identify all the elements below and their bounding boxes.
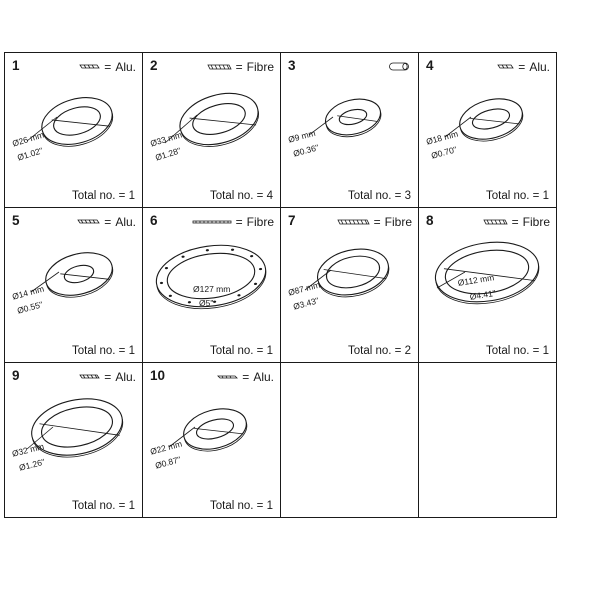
dimension-in: Ø4.41" [469,287,497,302]
total-count: Total no. = 3 [348,190,411,202]
dimension-mm: Ø14 mm [11,283,46,302]
alu-bar-icon [496,62,514,72]
equals-sign: = [373,215,381,229]
dimension-in: Ø1.26" [18,456,46,473]
gasket-cell-6[interactable] [143,208,281,363]
total-count: Total no. = 1 [210,500,273,512]
dimension-mm: Ø87 mm [287,279,322,298]
material-legend [192,215,274,229]
gasket-cell-9[interactable] [5,363,143,518]
item-number: 3 [288,58,296,73]
total-count: Total no. = 1 [72,190,135,202]
material-legend [216,370,274,384]
material-name: Alu. [529,60,550,74]
fibre-hatch-icon [336,217,370,227]
material-legend [496,60,550,74]
material-legend [78,60,136,74]
material-legend [78,370,136,384]
material-name: Fibre [246,215,274,229]
gasket-drawing [5,77,143,187]
dimension-mm: Ø112 mm [457,272,495,288]
fibre-strip-icon [192,218,232,226]
equals-sign: = [104,370,112,384]
material-legend [390,60,412,72]
equals-sign: = [518,60,526,74]
gasket-cell-empty-2 [419,363,557,518]
item-number: 7 [288,213,296,228]
item-number: 9 [12,368,20,383]
dimension-mm: Ø33 mm [149,129,184,149]
material-legend [76,215,136,229]
item-number: 8 [426,213,434,228]
material-name: Alu. [115,370,136,384]
gasket-drawing [5,387,143,497]
gasket-cell-5[interactable] [5,208,143,363]
dimension-in: Ø0.55" [16,299,44,316]
dimension-in: Ø5" [199,298,214,308]
gasket-cell-10[interactable] [143,363,281,518]
material-legend [336,215,412,229]
gasket-grid [4,52,557,518]
total-count: Total no. = 1 [210,345,273,357]
dimension-in: Ø1.28" [154,145,182,163]
alu-hatch-icon [78,372,100,382]
material-name: Alu. [115,215,136,229]
equals-sign: = [511,215,519,229]
dimension-mm: Ø127 mm [193,284,231,294]
item-number: 10 [150,368,166,383]
dimension-in: Ø0.70" [430,144,458,161]
material-name: Alu. [115,60,136,74]
small-washer-icon [390,60,412,72]
gasket-drawing [419,232,557,342]
equals-sign: = [235,60,243,74]
dimension-mm: Ø9 mm [287,127,317,145]
total-count: Total no. = 1 [72,500,135,512]
gasket-cell-empty-1 [281,363,419,518]
material-legend [206,60,274,74]
gasket-cell-7[interactable] [281,208,419,363]
fibre-hatch-icon [482,217,508,227]
gasket-cell-1[interactable] [5,53,143,208]
gasket-table [4,52,560,550]
alu-bar-icon [216,372,238,382]
gasket-drawing [143,77,281,187]
total-count: Total no. = 1 [486,345,549,357]
gasket-cell-2[interactable] [143,53,281,208]
dimension-in: Ø1.02" [16,145,44,163]
alu-bar-icon [78,62,100,72]
equals-sign: = [242,370,250,384]
equals-sign: = [104,215,112,229]
item-number: 6 [150,213,158,228]
fibre-hatch-icon [206,62,232,72]
item-number: 1 [12,58,20,73]
alu-hatch-icon [76,217,100,227]
gasket-cell-8[interactable] [419,208,557,363]
item-number: 5 [12,213,20,228]
material-name: Fibre [384,215,412,229]
item-number: 4 [426,58,434,73]
dimension-in: Ø0.36" [292,142,320,159]
material-name: Alu. [253,370,274,384]
total-count: Total no. = 4 [210,190,273,202]
dimension-mm: Ø18 mm [425,128,460,147]
dimension-mm: Ø22 mm [149,438,184,457]
item-number: 2 [150,58,158,73]
dimension-mm: Ø32 mm [11,441,46,459]
material-legend [482,215,550,229]
material-name: Fibre [522,215,550,229]
gasket-cell-3[interactable] [281,53,419,208]
equals-sign: = [104,60,112,74]
total-count: Total no. = 2 [348,345,411,357]
dimension-in: Ø0.87" [154,454,182,471]
equals-sign: = [235,215,243,229]
dimension-in: Ø3.43" [292,295,320,312]
material-name: Fibre [246,60,274,74]
total-count: Total no. = 1 [72,345,135,357]
total-count: Total no. = 1 [486,190,549,202]
gasket-cell-4[interactable] [419,53,557,208]
dimension-mm: Ø26 mm [11,129,46,149]
